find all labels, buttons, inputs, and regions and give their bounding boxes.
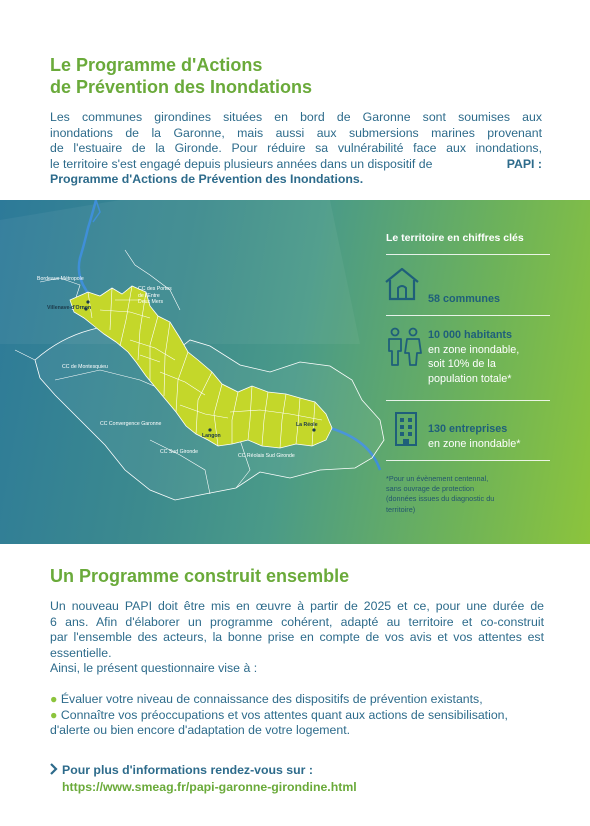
people-icon [386, 327, 422, 367]
body-line: Ainsi, le présent questionnaire vise à : [50, 661, 258, 675]
chevron-right-icon [50, 763, 58, 775]
more-info [50, 762, 357, 796]
stats-footnote [386, 474, 546, 515]
footnote-line: sans ouvrage de protection [386, 484, 475, 494]
stat-communes [428, 292, 500, 307]
more-info-label-row [50, 762, 357, 779]
stats-title: Le territoire en chiffres clés [386, 232, 524, 244]
stat-entreprises [428, 422, 520, 451]
body-line: Un nouveau PAPI doit être mis en œuvre à partir de 2025 et ce, pour une durée de [50, 599, 544, 613]
body-line: essentielle. [50, 645, 112, 660]
stat-entreprises-line: en zone inondable* [428, 437, 521, 450]
footnote-line: *Pour un évènement centennal, [386, 474, 489, 483]
map-label-sud-gironde: CC Sud Gironde [160, 449, 199, 455]
bullet-continuation: d'alerte ou bien encore d'adaptation de votre logement. [50, 723, 351, 737]
intro-line: inondations de la Garonne, mais aussi aux submersions marines provenant [50, 125, 542, 140]
building-icon [394, 411, 418, 447]
bullet-dot-icon: ● [50, 692, 58, 706]
footnote-line: (données issues du diagnostic du [386, 494, 495, 504]
bullet-dot-icon: ● [50, 707, 58, 722]
divider [386, 315, 550, 316]
stat-communes-value: 58 communes [428, 293, 501, 305]
langon-marker [208, 428, 211, 431]
page-title [50, 54, 312, 98]
bullet-item [50, 708, 544, 724]
house-icon [384, 266, 420, 302]
stat-habitants-line: soit 10% de la [428, 358, 496, 370]
background-shape [0, 200, 360, 344]
map-label-reolais: CC Réolais Sud Gironde [238, 453, 295, 459]
cc-border [15, 350, 35, 360]
stat-habitants [428, 328, 519, 386]
divider [386, 254, 550, 255]
la-reole-marker [312, 428, 315, 431]
spacer [50, 677, 544, 693]
page-title-line1: Le Programme d'Actions [50, 55, 263, 75]
intro-line-papi-full: Programme d'Actions de Prévention des Inondations. [50, 172, 364, 186]
map-label-la-reole: La Réole [296, 422, 318, 428]
section-body [50, 599, 544, 739]
stat-habitants-value: 10 000 habitants [428, 329, 513, 341]
intro-line: le territoire s'est engagé depuis plusieurs années dans un dispositif de [50, 156, 433, 171]
intro-paragraph [50, 110, 542, 188]
intro-line-4 [50, 157, 542, 173]
map-label-montesquieu: CC de Montesquieu [62, 364, 108, 370]
papi-keyword: PAPI : [506, 156, 542, 171]
map-label-langon: Langon [202, 433, 221, 439]
map-label-bordeaux: Bordeaux Métropole [37, 276, 84, 282]
body-line: 6 ans. Afin d'élaborer un programme cohérent, adapté au territoire et co-construit [50, 614, 544, 629]
footnote-line: territoire) [386, 504, 416, 514]
stat-habitants-line: en zone inondable, [428, 343, 520, 356]
more-info-label: Pour plus d'informations rendez-vous sur : [62, 763, 313, 777]
more-info-link[interactable]: https://www.smeag.fr/papi-garonne-girondine.html [62, 780, 357, 794]
section-title: Un Programme construit ensemble [50, 566, 350, 586]
map-label-villenave: Villenave-d'Ornon [47, 305, 92, 311]
bullet-item [50, 692, 544, 708]
intro-line: Les communes girondines situées en bord de Garonne sont soumises aux [50, 110, 542, 124]
page-title-line2: de Prévention des Inondations [50, 77, 313, 97]
map-label-portes-line: de l'Entre [138, 292, 160, 299]
bullet-text: Évaluer votre niveau de connaissance des dispositifs de prévention existants, [60, 692, 483, 706]
map-label-portes-line: Deux Mers [138, 299, 164, 305]
divider [386, 400, 550, 401]
divider [386, 460, 550, 461]
intro-line: de l'estuaire de la Gironde. Pour réduire sa vulnérabilité face aux inondations, [50, 141, 542, 155]
bullet-text: Connaître vos préoccupations et vos attentes quant aux actions de sensibilisation, [60, 707, 508, 722]
map-label-portes [138, 286, 172, 306]
map-label-portes-line: CC des Portes [138, 286, 172, 292]
bordeaux-marker [86, 300, 89, 303]
body-line: par l'ensemble des acteurs, la bonne prise en compte de vos avis et vos attentes est [50, 630, 544, 644]
map-label-convergence: CC Convergence Garonne [100, 421, 162, 427]
stat-entreprises-value: 130 entreprises [428, 423, 508, 435]
stat-habitants-line: population totale* [428, 372, 512, 385]
